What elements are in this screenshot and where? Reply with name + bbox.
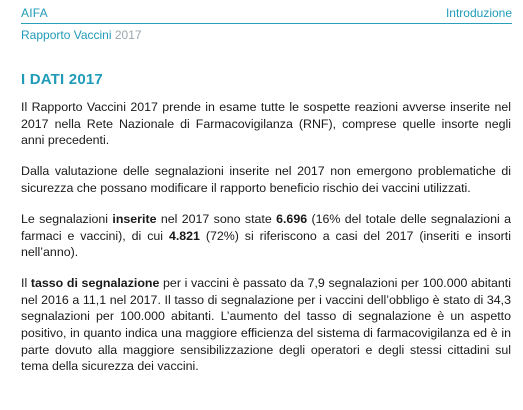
brand-label: AIFA — [21, 6, 48, 20]
paragraph-4 — [21, 275, 511, 375]
body-text — [21, 99, 511, 389]
header-row — [21, 6, 512, 20]
paragraph-2: Dalla valutazione delle segnalazioni inserite nel 2017 non emergono problematiche di sicurezza che possano modificare il rapporto beneficio rischio dei vaccini utilizzati. — [21, 164, 511, 195]
p4-bold-tasso: tasso di segnalazione — [30, 276, 160, 291]
header-divider — [21, 23, 512, 24]
p3-text-3: (16% del totale delle segnalazioni a farmaci e vaccini), di cui — [21, 211, 511, 243]
subtitle-main: Rapporto Vaccini — [21, 28, 112, 42]
p3-bold-inserite: inserite — [112, 211, 157, 226]
section-label: Introduzione — [445, 6, 512, 20]
report-subtitle — [21, 28, 512, 42]
p3-text-2: nel 2017 sono state — [156, 211, 277, 226]
p4-text-2: per i vaccini è passato da 7,9 segnalazioni per 100.000 abitanti nel 2016 a 11,1 nel 2017. Il tasso di segnalazione per i vaccini dell’obbligo è stato di 34,3 segnalazioni per 100.000 abitanti. L’aumento del tasso di segnalazione è un aspetto positivo, in quanto indica una maggiore efficienza del sistema di farmacovigilanza ed è in parte dovuto alla maggiore sensibilizzazione degli operatori e degli stessi cittadini sul tema della sicurezza dei vaccini. — [21, 276, 511, 374]
p3-text-4: (72%) si riferiscono a casi del 2017 (inseriti e insorti nell’anno). — [21, 228, 511, 260]
section-heading: I DATI 2017 — [21, 71, 103, 88]
paragraph-1: Il Rapporto Vaccini 2017 prende in esame tutte le sospette reazioni avverse inserite nel 2017 nella Rete Nazionale di Farmacovigilanza (RNF), comprese quelle insorte negli anni precedenti. — [21, 100, 511, 148]
p3-text-1: Le segnalazioni — [21, 211, 113, 226]
subtitle-year: 2017 — [114, 28, 142, 42]
p3-bold-count-2017: 4.821 — [168, 228, 200, 243]
p3-bold-count-total: 6.696 — [276, 211, 308, 226]
p4-text-1: Il — [21, 276, 31, 291]
page-header — [21, 6, 512, 42]
paragraph-3 — [21, 211, 511, 261]
